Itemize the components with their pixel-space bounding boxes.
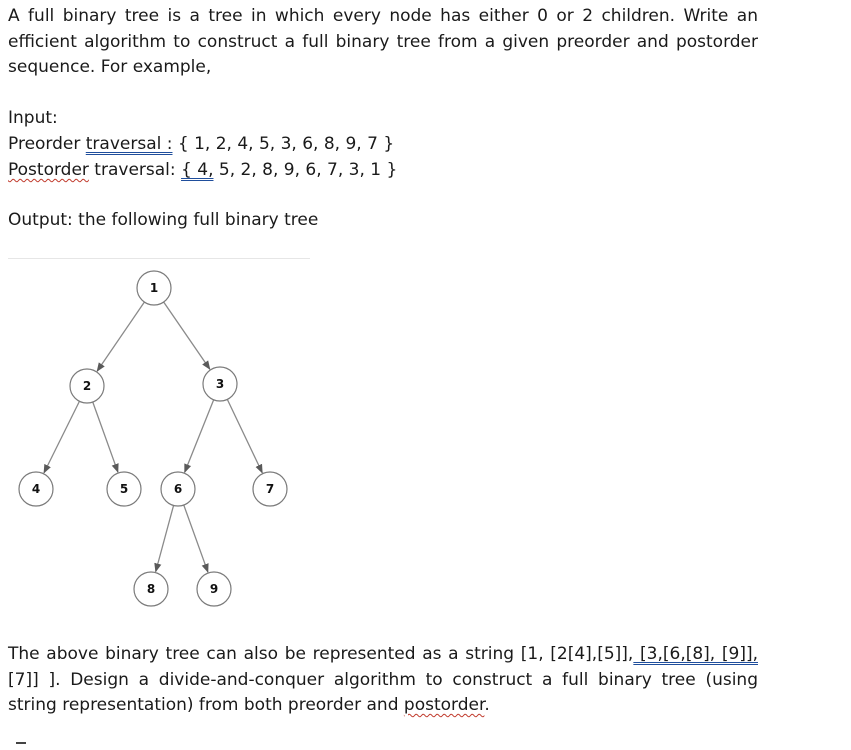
tree-node-label: 4 <box>31 482 41 496</box>
divider <box>8 258 310 259</box>
closing-text-1: The above binary tree can also be represented as a string [1, [2[4],[5]], <box>8 644 634 664</box>
tree-edge-3-6 <box>185 400 214 473</box>
tree-node-label: 3 <box>215 377 225 391</box>
binary-tree-diagram <box>0 262 330 622</box>
tree-node-label: 8 <box>146 582 156 596</box>
postorder-brace: { 4, <box>181 160 214 180</box>
tree-node-label: 7 <box>265 482 275 496</box>
closing-text-5: . <box>484 695 490 715</box>
tree-node-1 <box>137 271 171 305</box>
preorder-word: traversal : <box>85 134 173 154</box>
tree-node-3 <box>203 367 237 401</box>
closing-text-2: [3,[6,[8], [9]], <box>633 644 758 664</box>
input-label: Input: <box>8 108 58 128</box>
tree-node-label: 1 <box>149 281 159 295</box>
preorder-label: Preorder <box>8 134 81 154</box>
tree-node-label: 5 <box>119 482 129 496</box>
tree-edge-6-8 <box>156 505 174 571</box>
tree-edge-1-2 <box>97 302 144 371</box>
tree-node-9 <box>197 572 231 606</box>
tree-node-6 <box>161 472 195 506</box>
bullet-mark <box>16 742 26 744</box>
postorder-rest: traversal: <box>88 160 182 180</box>
preorder-values: { 1, 2, 4, 5, 3, 6, 8, 9, 7 } <box>172 134 395 154</box>
output-label: Output: the following full binary tree <box>8 210 319 230</box>
tree-edge-2-5 <box>93 402 118 472</box>
tree-node-label: 2 <box>82 379 92 393</box>
postorder-values: 5, 2, 8, 9, 6, 7, 3, 1 } <box>213 160 398 180</box>
postorder-label: Postorder <box>8 160 89 180</box>
tree-edge-1-3 <box>164 302 210 369</box>
intro-text: A full binary tree is a tree in which every node has either 0 or 2 children. Write an efficient algorithm to construct a full binary tree from a given preorder and postorder sequence. For example, <box>8 6 758 77</box>
closing-text-3: [7]] ]. Design a divide-and-conquer algorithm to construct a full binary tree (using string representation) from both preorder and <box>8 669 758 715</box>
tree-node-4 <box>19 472 53 506</box>
postorder-word: postorder <box>403 695 485 715</box>
tree-node-2 <box>70 369 104 403</box>
tree-edge-2-4 <box>44 401 79 473</box>
closing-paragraph <box>8 642 758 719</box>
tree-node-label: 6 <box>173 482 183 496</box>
tree-node-label: 9 <box>209 582 219 596</box>
tree-edge-6-9 <box>184 505 208 572</box>
tree-edge-3-7 <box>227 399 262 472</box>
preorder-line <box>8 132 394 157</box>
intro-paragraph <box>8 4 758 81</box>
postorder-line <box>8 158 397 183</box>
tree-node-7 <box>253 472 287 506</box>
tree-node-8 <box>134 572 168 606</box>
tree-node-5 <box>107 472 141 506</box>
